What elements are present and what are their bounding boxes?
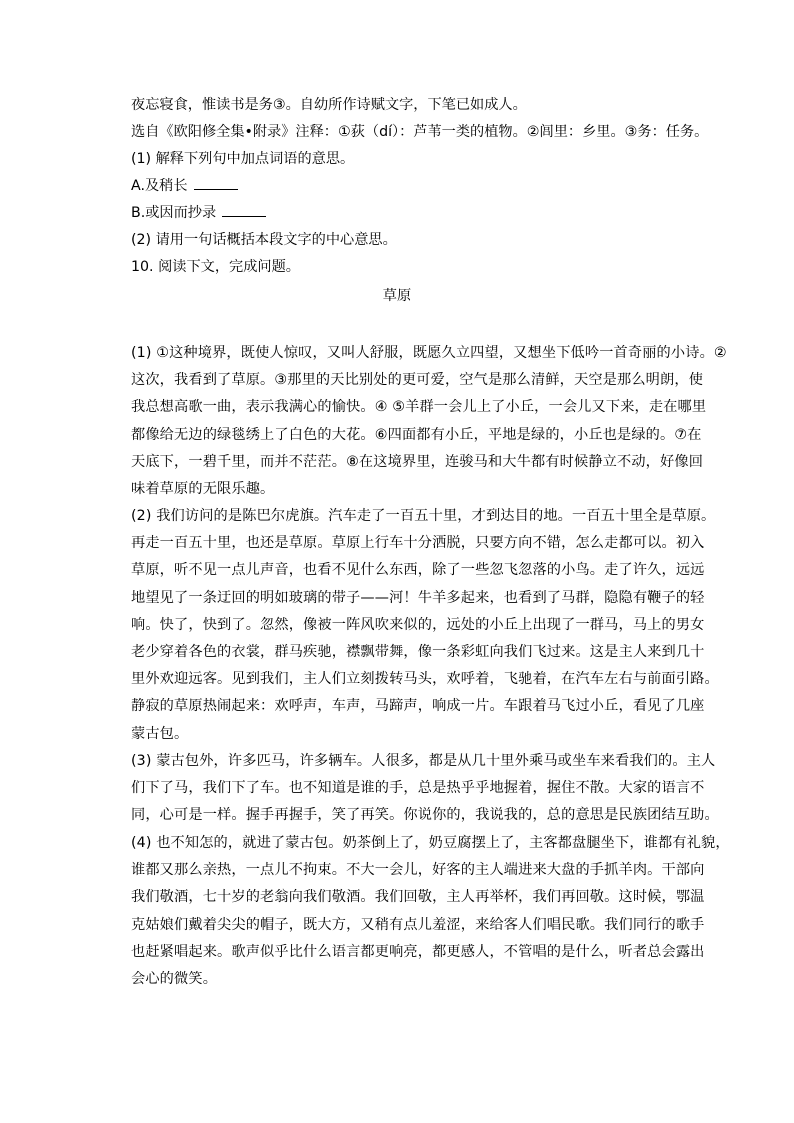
paragraph-2-line: 地望见了一条迂回的明如玻璃的带子——河！牛羊多起来，也看到了马群，隐隐有鞭子的轻	[131, 589, 705, 606]
paragraph-1-line: (1) ①这种境界，既使人惊叹，又叫人舒服，既愿久立四望，又想坐下低吟一首奇丽的小诗。②	[131, 345, 727, 361]
paragraph-1-line: 味着草原的无限乐趣。	[131, 481, 275, 498]
paragraph-2-line: 老少穿着各色的衣裳，群马疾驰，襟飘带舞，像一条彩虹向我们飞过来。这是主人来到几十	[131, 644, 705, 661]
answer-blank-a	[194, 177, 238, 190]
paragraph-3-line: 们下了马，我们下了车。也不知道是谁的手，总是热乎乎地握着，握住不散。大家的语言不	[131, 780, 705, 797]
paragraph-4-line: (4) 也不知怎的，就进了蒙古包。奶茶倒上了，奶豆腐摆上了，主客都盘腿坐下，谁都有礼貌，	[131, 835, 730, 851]
paragraph-1	[131, 340, 727, 503]
question-1: (1) 解释下列句中加点词语的意思。	[131, 151, 355, 167]
paragraph-2-line: 里外欢迎远客。见到我们，主人们立刻拨转马头，欢呼着，飞驰着，在汽车左右与前面引路。	[131, 671, 719, 688]
paragraph-2	[131, 503, 719, 748]
paragraph-2-line: (2) 我们访问的是陈巴尔虎旗。汽车走了一百五十里，才到达目的地。一百五十里全是草原。	[131, 508, 716, 524]
text-line-1: 夜忘寝食，惟读书是务③。自幼所作诗赋文字，下笔已如成人。	[131, 97, 527, 113]
question-10: 10. 阅读下文，完成问题。	[131, 259, 300, 275]
paragraph-2-line: 再走一百五十里，也还是草原。草原上行车十分洒脱，只要方向不错，怎么走都可以。初入	[131, 535, 705, 552]
article-title: 草原	[382, 288, 412, 304]
paragraph-4-line: 谁都又那么亲热，一点儿不拘束。不大一会儿，好客的主人端进来大盘的手抓羊肉。干部向	[131, 862, 705, 879]
answer-blank-b	[222, 204, 266, 217]
paragraph-1-line: 天底下，一碧千里，而并不茫茫。⑧在这境界里，连骏马和大牛都有时候静立不动，好像回	[131, 453, 704, 470]
paragraph-4-line: 会心的微笑。	[131, 971, 218, 988]
question-1b-text: B.或因而抄录	[131, 205, 217, 221]
question-1a	[131, 176, 238, 196]
paragraph-1-line: 都像给无边的绿毯绣上了白色的大花。⑥四面都有小丘，平地是绿的，小丘也是绿的。⑦在	[131, 426, 702, 443]
paragraph-3-line: 同，心可是一样。握手再握手，笑了再笑。你说你的，我说我的，总的意思是民族团结互助。	[131, 807, 719, 824]
paragraph-1-line: 我总想高歌一曲，表示我满心的愉快。④ ⑤羊群一会儿上了小丘，一会儿又下来，走在哪里	[131, 399, 707, 416]
paragraph-2-line: 静寂的草原热闹起来：欢呼声，车声，马蹄声，响成一片。车跟着马飞过小丘，看见了几座	[131, 698, 705, 715]
paragraph-3-line: (3) 蒙古包外，许多匹马，许多辆车。人很多，都是从几十里外乘马或坐车来看我们的。主人	[131, 753, 716, 769]
paragraph-2-line: 草原，听不见一点儿声音，也看不见什么东西，除了一些忽飞忽落的小鸟。走了许久，远远	[131, 562, 705, 579]
paragraph-4	[131, 830, 730, 993]
question-1a-text: A.及稍长	[131, 178, 188, 194]
paragraph-2-line: 蒙古包。	[131, 725, 189, 742]
annotation-line: 选自《欧阳修全集•附录》注释：①荻（dí）：芦苇一类的植物。②闾里：乡里。③务：任务。	[131, 124, 709, 140]
paragraph-4-line: 我们敬酒，七十岁的老翁向我们敬酒。我们回敬，主人再举杯，我们再回敬。这时候，鄂温	[131, 889, 705, 906]
paragraph-3	[131, 748, 719, 830]
paragraph-1-line: 这次，我看到了草原。③那里的天比别处的更可爱，空气是那么清鲜，天空是那么明朗，使	[131, 372, 704, 389]
paragraph-2-line: 响。快了，快到了。忽然，像被一阵风吹来似的，远处的小丘上出现了一群马，马上的男女	[131, 616, 705, 633]
paragraph-4-line: 也赶紧唱起来。歌声似乎比什么语言都更响亮，都更感人，不管唱的是什么，听者总会露出	[131, 943, 705, 960]
question-1b	[131, 203, 266, 223]
paragraph-4-line: 克姑娘们戴着尖尖的帽子，既大方，又稍有点儿羞涩，来给客人们唱民歌。我们同行的歌手	[131, 916, 705, 933]
question-2: (2) 请用一句话概括本段文字的中心意思。	[131, 232, 397, 248]
